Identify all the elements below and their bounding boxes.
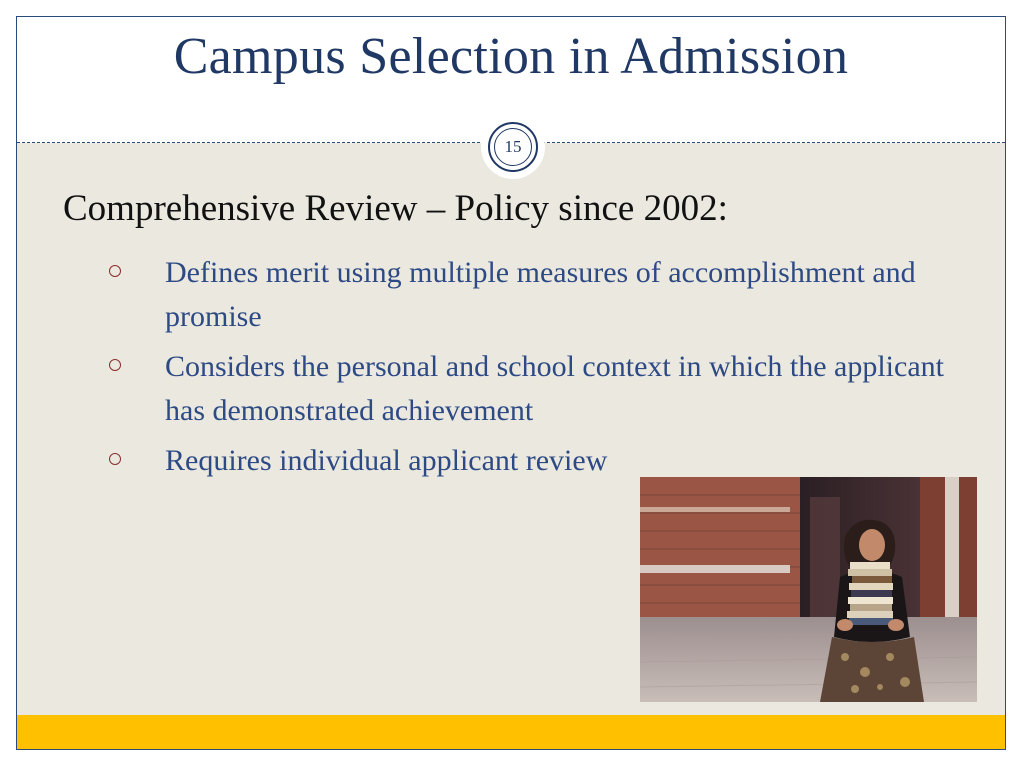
- circle-bullet-icon: [109, 359, 121, 371]
- bullet-text: Defines merit using multiple measures of accomplishment and promise: [165, 256, 916, 333]
- slide-title: Campus Selection in Admission: [173, 28, 849, 85]
- page-number-badge: [481, 115, 545, 179]
- bullet-item: [107, 345, 977, 433]
- footer-accent-bar: [17, 715, 1005, 749]
- slide: [16, 16, 1006, 750]
- bullet-list: [107, 251, 977, 489]
- bullet-text: Requires individual applicant review: [165, 444, 608, 477]
- page-number: 15: [494, 128, 532, 166]
- circle-bullet-icon: [109, 453, 121, 465]
- student-with-books-photo: [640, 477, 977, 702]
- circle-bullet-icon: [109, 265, 121, 277]
- bullet-item: [107, 251, 977, 339]
- bullet-text: Considers the personal and school context in which the applicant has demonstrated achievement: [165, 350, 944, 427]
- content-heading: Comprehensive Review – Policy since 2002:: [63, 188, 728, 229]
- page-number-ring: [488, 122, 538, 172]
